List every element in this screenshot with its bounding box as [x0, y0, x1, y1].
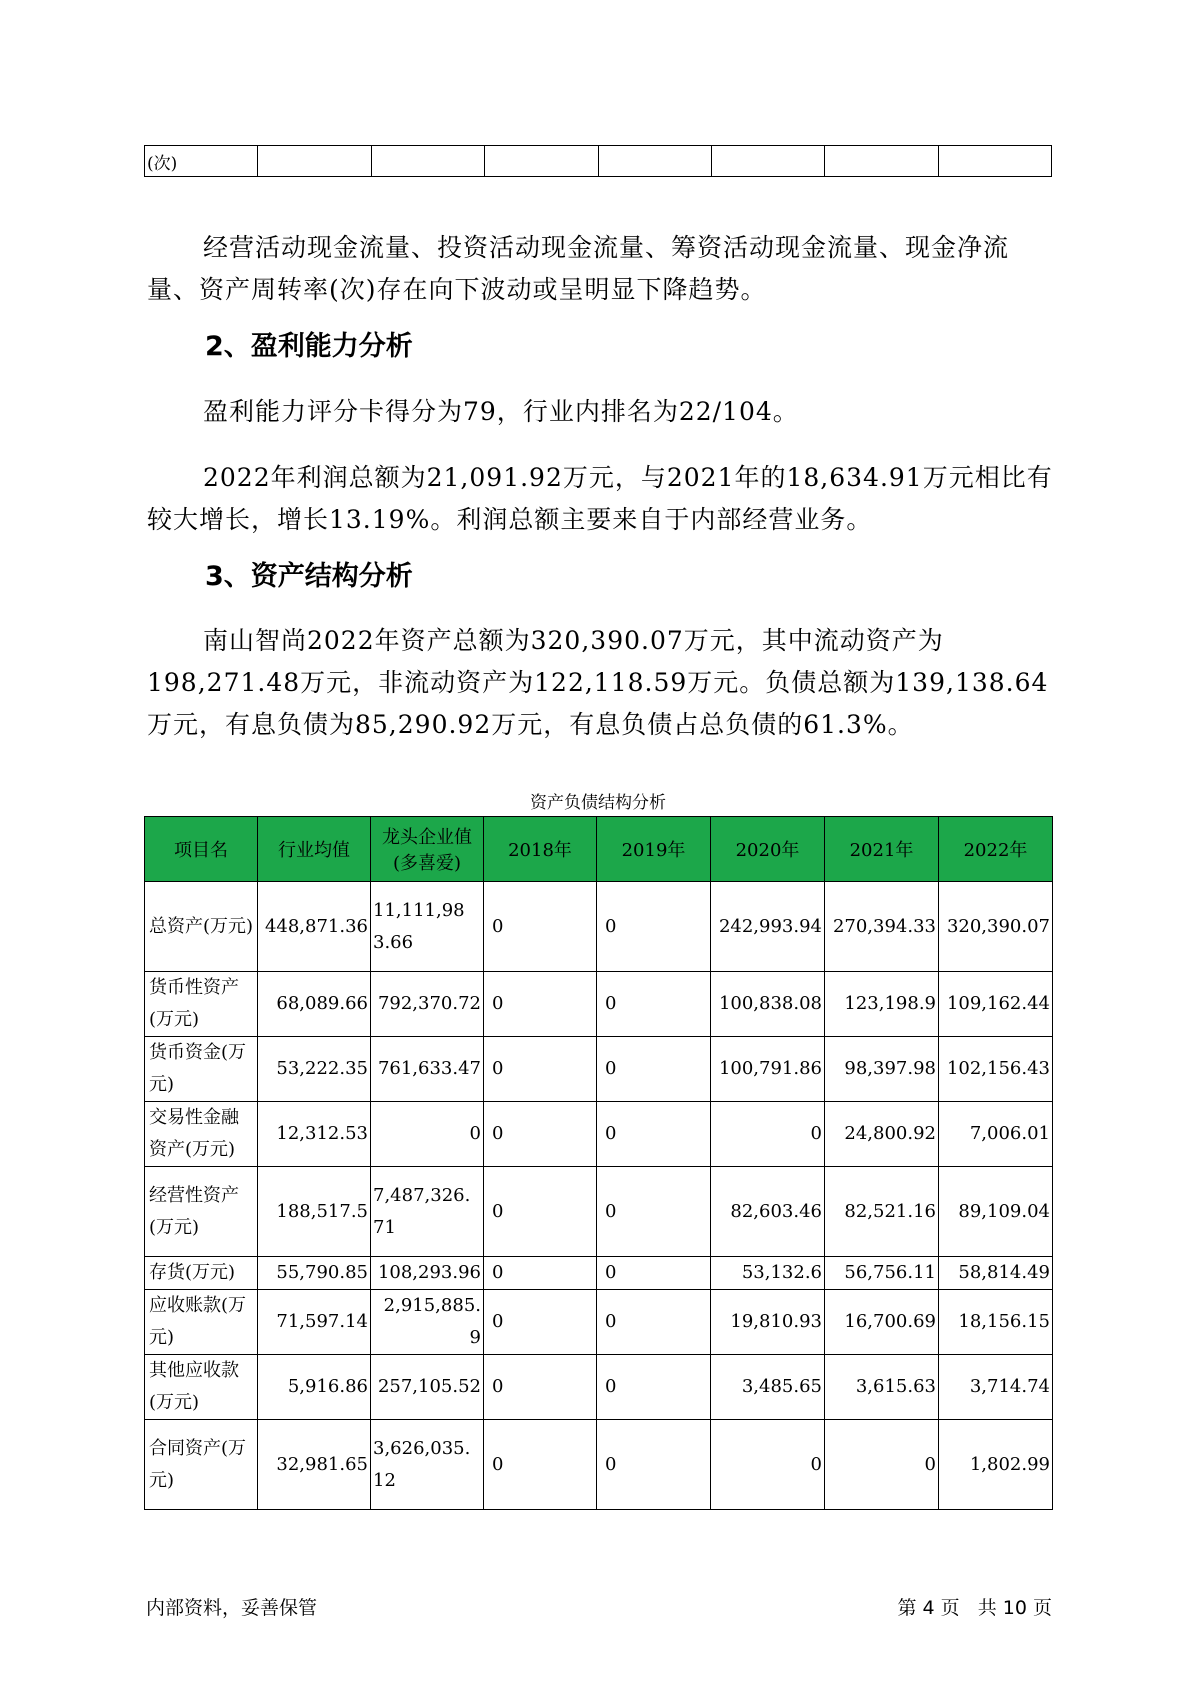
- value-cell: 3,615.63: [825, 1355, 939, 1420]
- value-cell: 0: [484, 972, 597, 1037]
- table-caption: 资产负债结构分析: [530, 793, 666, 813]
- cashflow-paragraph: 经营活动现金流量、投资活动现金流量、筹资活动现金流量、现金净流量、资产周转率(次)存在向下波动或呈明显下降趋势。: [147, 233, 1010, 304]
- value-cell: 0: [484, 1355, 597, 1420]
- row-label-cell: 货币性资产(万元): [145, 972, 258, 1037]
- value-cell: 0: [484, 1420, 597, 1510]
- value-cell: 3,626,035.12: [371, 1420, 484, 1510]
- value-cell: 3,485.65: [711, 1355, 825, 1420]
- value-cell: 16,700.69: [825, 1290, 939, 1355]
- value-cell: 100,838.08: [711, 972, 825, 1037]
- value-cell: 89,109.04: [939, 1167, 1053, 1257]
- row-label-cell: 其他应收款(万元): [145, 1355, 258, 1420]
- table-cell: (次): [145, 146, 258, 177]
- value-cell: 0: [484, 1257, 597, 1290]
- value-cell: 12,312.53: [258, 1102, 371, 1167]
- value-cell: 56,756.11: [825, 1257, 939, 1290]
- value-cell: 0: [484, 882, 597, 972]
- value-cell: 109,162.44: [939, 972, 1053, 1037]
- value-cell: 1,802.99: [939, 1420, 1053, 1510]
- value-cell: 257,105.52: [371, 1355, 484, 1420]
- value-cell: 11,111,983.66: [371, 882, 484, 972]
- value-cell: 55,790.85: [258, 1257, 371, 1290]
- profit-paragraph: 2022年利润总额为21,091.92万元，与2021年的18,634.91万元相比有较大增长，增长13.19%。利润总额主要来自于内部经营业务。: [147, 463, 1053, 534]
- value-cell: 0: [597, 1420, 711, 1510]
- value-cell: 0: [597, 972, 711, 1037]
- section-heading-asset-structure: 3、资产结构分析: [205, 561, 413, 592]
- previous-table-continuation: [144, 145, 1052, 177]
- table-cell: [825, 146, 938, 177]
- value-cell: 0: [371, 1102, 484, 1167]
- table-row: [145, 146, 1052, 177]
- value-cell: 320,390.07: [939, 882, 1053, 972]
- value-cell: 24,800.92: [825, 1102, 939, 1167]
- footer-page-number: 第 4 页 共 10 页: [897, 1597, 1052, 1619]
- value-cell: 98,397.98: [825, 1037, 939, 1102]
- table-row: [145, 1102, 1053, 1167]
- value-cell: 53,222.35: [258, 1037, 371, 1102]
- value-cell: 0: [711, 1420, 825, 1510]
- value-cell: 5,916.86: [258, 1355, 371, 1420]
- header-2020: 2020年: [711, 817, 825, 882]
- value-cell: 0: [484, 1037, 597, 1102]
- value-cell: 0: [597, 1037, 711, 1102]
- header-item-name: 项目名: [145, 817, 258, 882]
- table-cell: [371, 146, 484, 177]
- table-row: [145, 1355, 1053, 1420]
- value-cell: 188,517.5: [258, 1167, 371, 1257]
- value-cell: 108,293.96: [371, 1257, 484, 1290]
- header-industry-average: 行业均值: [258, 817, 371, 882]
- row-label-cell: 合同资产(万元): [145, 1420, 258, 1510]
- table-row: [145, 1037, 1053, 1102]
- row-label-cell: 总资产(万元): [145, 882, 258, 972]
- value-cell: 82,603.46: [711, 1167, 825, 1257]
- value-cell: 53,132.6: [711, 1257, 825, 1290]
- value-cell: 19,810.93: [711, 1290, 825, 1355]
- value-cell: 0: [597, 1290, 711, 1355]
- value-cell: 0: [484, 1102, 597, 1167]
- table-cell: [485, 146, 598, 177]
- section-heading-profitability: 2、盈利能力分析: [205, 331, 413, 362]
- header-leader-value: 龙头企业值(多喜爱): [371, 817, 484, 882]
- value-cell: 3,714.74: [939, 1355, 1053, 1420]
- value-cell: 792,370.72: [371, 972, 484, 1037]
- footer-confidential-note: 内部资料，妥善保管: [146, 1597, 318, 1619]
- row-label-cell: 交易性金融资产(万元): [145, 1102, 258, 1167]
- table-row: [145, 882, 1053, 972]
- table-cell: [711, 146, 824, 177]
- table-row: [145, 1167, 1053, 1257]
- value-cell: 761,633.47: [371, 1037, 484, 1102]
- value-cell: 0: [597, 1102, 711, 1167]
- table-row: [145, 972, 1053, 1037]
- value-cell: 32,981.65: [258, 1420, 371, 1510]
- table-row: [145, 1290, 1053, 1355]
- table-cell: [938, 146, 1051, 177]
- value-cell: 0: [484, 1290, 597, 1355]
- asset-structure-paragraph: 南山智尚2022年资产总额为320,390.07万元，其中流动资产为198,271.48万元，非流动资产为122,118.59万元。负债总额为139,138.64万元，有息负债为85,290.92万元，有息负债占总负债的61.3%。: [147, 626, 1049, 739]
- profitability-score-paragraph: 盈利能力评分卡得分为79，行业内排名为22/104。: [203, 397, 799, 426]
- value-cell: 448,871.36: [258, 882, 371, 972]
- table-cell: [598, 146, 711, 177]
- header-2019: 2019年: [597, 817, 711, 882]
- value-cell: 0: [825, 1420, 939, 1510]
- value-cell: 100,791.86: [711, 1037, 825, 1102]
- value-cell: 102,156.43: [939, 1037, 1053, 1102]
- value-cell: 270,394.33: [825, 882, 939, 972]
- value-cell: 242,993.94: [711, 882, 825, 972]
- value-cell: 7,487,326.71: [371, 1167, 484, 1257]
- value-cell: 0: [711, 1102, 825, 1167]
- value-cell: 2,915,885.9: [371, 1290, 484, 1355]
- value-cell: 7,006.01: [939, 1102, 1053, 1167]
- row-label-cell: 应收账款(万元): [145, 1290, 258, 1355]
- value-cell: 0: [597, 882, 711, 972]
- row-label-cell: 经营性资产(万元): [145, 1167, 258, 1257]
- value-cell: 123,198.9: [825, 972, 939, 1037]
- value-cell: 0: [597, 1355, 711, 1420]
- value-cell: 68,089.66: [258, 972, 371, 1037]
- balance-sheet-table: [144, 816, 1053, 1510]
- value-cell: 58,814.49: [939, 1257, 1053, 1290]
- value-cell: 0: [484, 1167, 597, 1257]
- header-2022: 2022年: [939, 817, 1053, 882]
- header-2021: 2021年: [825, 817, 939, 882]
- value-cell: 82,521.16: [825, 1167, 939, 1257]
- row-label-cell: 货币资金(万元): [145, 1037, 258, 1102]
- value-cell: 0: [597, 1257, 711, 1290]
- header-2018: 2018年: [484, 817, 597, 882]
- table-row: [145, 1257, 1053, 1290]
- value-cell: 18,156.15: [939, 1290, 1053, 1355]
- value-cell: 71,597.14: [258, 1290, 371, 1355]
- row-label-cell: 存货(万元): [145, 1257, 258, 1290]
- table-header-row: [145, 817, 1053, 882]
- value-cell: 0: [597, 1167, 711, 1257]
- table-cell: [258, 146, 371, 177]
- table-row: [145, 1420, 1053, 1510]
